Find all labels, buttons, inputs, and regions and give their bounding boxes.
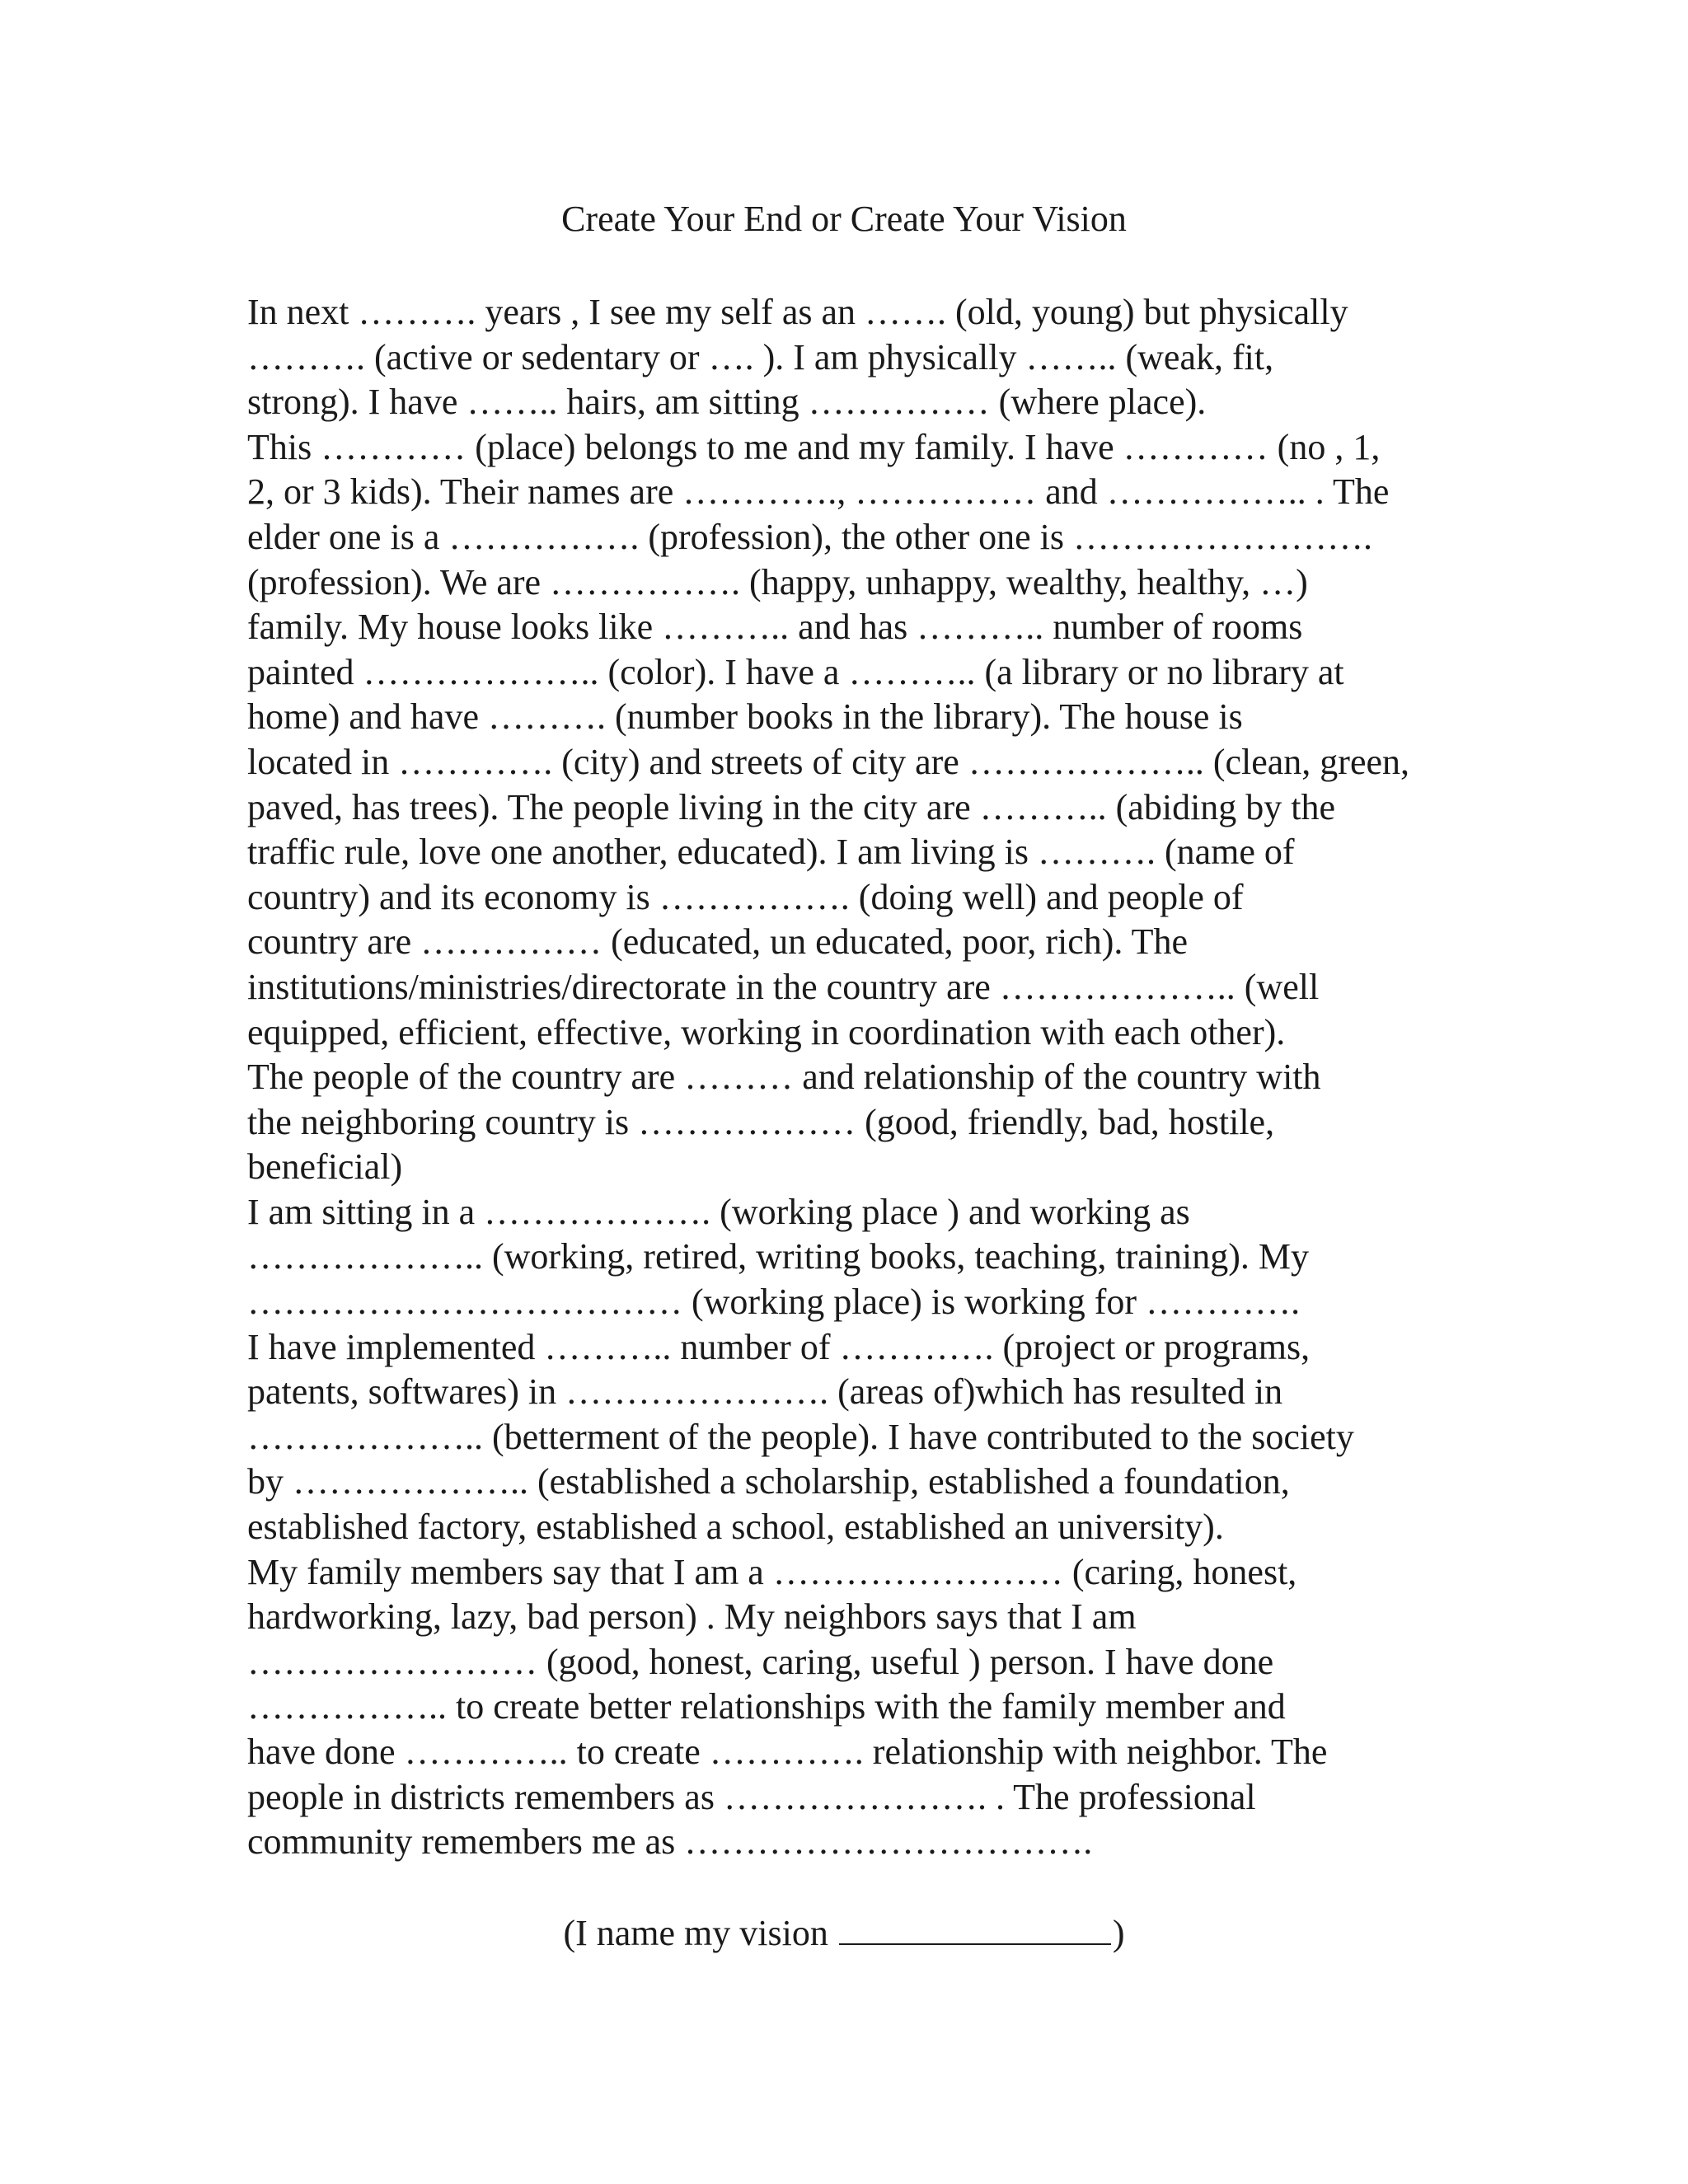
text-line: home) and have ………. (number books in the library). The house is (247, 696, 1243, 738)
text-line: I am sitting in a ………………. (working place ) and working as (247, 1191, 1190, 1232)
text-line: hardworking, lazy, bad person) . My neighbors says that I am (247, 1596, 1137, 1638)
text-line: family. My house looks like ……….. and has ……….. number of rooms (247, 607, 1303, 648)
vision-name-line (0, 1910, 1688, 1957)
text-line: people in districts remembers as …………………. . The professional (247, 1776, 1256, 1817)
document-title: Create Your End or Create Your Vision (561, 199, 1127, 239)
text-line: This ………… (place) belongs to me and my family. I have ………… (no , 1, (247, 426, 1381, 467)
text-line: traffic rule, love one another, educated). I am living is ………. (name of (247, 832, 1295, 873)
vision-name-blank (839, 1910, 1111, 1945)
vision-name-prefix: (I name my vision (563, 1913, 837, 1953)
text-line: patents, softwares) in …………………. (areas of)which has resulted in (247, 1371, 1283, 1413)
text-line: established factory, established a school, established an university). (247, 1507, 1224, 1548)
text-line: ……………….. (working, retired, writing books, teaching, training). My (247, 1236, 1310, 1277)
vision-paragraph (247, 290, 1451, 1865)
text-line: community remembers me as ……………………………. (247, 1821, 1093, 1863)
text-line: My family members say that I am a …………………… (caring, honest, (247, 1551, 1297, 1592)
text-line: I have implemented ……….. number of …………. (project or programs, (247, 1326, 1311, 1367)
text-line: ……………………………… (working place) is working for …………. (247, 1282, 1301, 1323)
text-line: equipped, efficient, effective, working in coordination with each other). (247, 1011, 1286, 1052)
text-line: painted ……………….. (color). I have a ……….. (a library or no library at (247, 651, 1344, 692)
text-line: by ……………….. (established a scholarship, established a foundation, (247, 1461, 1290, 1502)
text-line: institutions/ministries/directorate in the country are ……………….. (well (247, 966, 1320, 1007)
text-line: paved, has trees). The people living in the city are ……….. (abiding by the (247, 786, 1336, 827)
text-line: beneficial) (247, 1146, 403, 1188)
text-line: …………………… (good, honest, caring, useful ) person. I have done (247, 1641, 1274, 1682)
text-line: ………. (active or sedentary or …. ). I am physically …….. (weak, fit, (247, 336, 1274, 377)
text-line: country are …………… (educated, un educated, poor, rich). The (247, 921, 1189, 963)
text-line: strong). I have …….. hairs, am sitting …………… (where place). (247, 382, 1207, 423)
text-line: elder one is a ……………. (profession), the other one is ……………………. (247, 516, 1372, 557)
text-line: In next ………. years , I see my self as an ……. (old, young) but physically (247, 292, 1348, 332)
text-line: the neighboring country is ……………… (good, friendly, bad, hostile, (247, 1101, 1275, 1142)
text-line: ……………….. (betterment of the people). I have contributed to the society (247, 1416, 1354, 1457)
text-line: The people of the country are ……… and relationship of the country with (247, 1057, 1321, 1098)
text-line: (profession). We are ……………. (happy, unhappy, wealthy, healthy, …) (247, 561, 1308, 602)
vision-name-suffix: ) (1112, 1913, 1125, 1953)
text-line: located in …………. (city) and streets of city are ……………….. (clean, green, (247, 741, 1409, 782)
text-line: have done ………….. to create …………. relationship with neighbor. The (247, 1732, 1328, 1772)
text-line: …………….. to create better relationships with the family member and (247, 1686, 1286, 1727)
text-line: country) and its economy is ……………. (doing well) and people of (247, 876, 1244, 917)
text-line: 2, or 3 kids). Their names are …………., …………… and …………….. . The (247, 471, 1390, 513)
